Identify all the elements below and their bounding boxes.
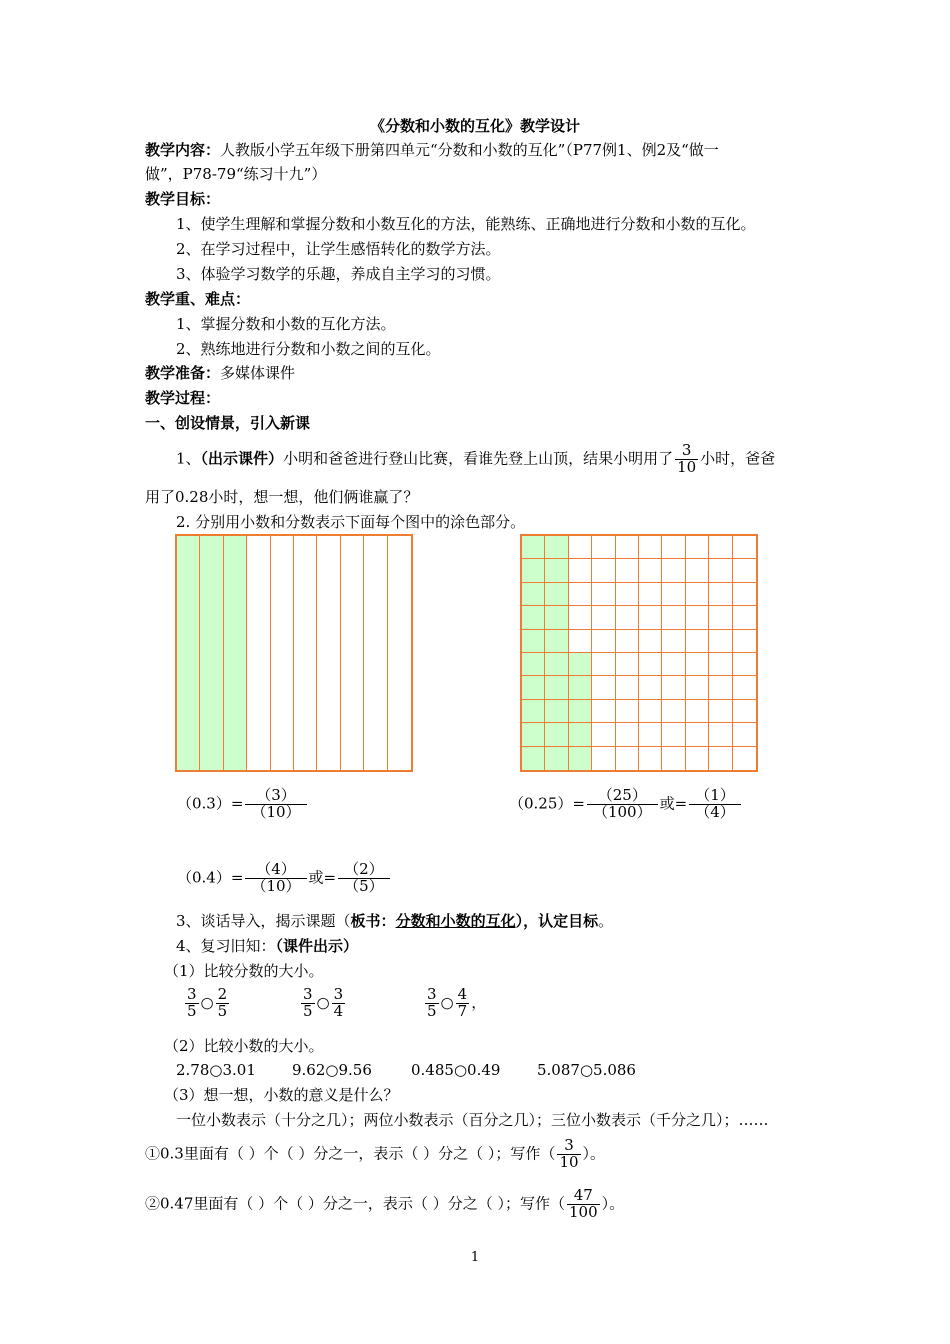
- content-label: 教学内容：: [145, 141, 221, 159]
- shaded-cell: [545, 536, 568, 559]
- compare-symbol: ○: [316, 993, 330, 1012]
- grid-cell: [662, 536, 685, 559]
- content-text-1: 人教版小学五年级下册第四单元“分数和小数的互化”（P77例1、例2及“做一: [220, 141, 719, 159]
- decimal-compare: 2.78○3.01: [176, 1061, 256, 1079]
- grid-cell: [686, 536, 709, 559]
- p4-b: （课件出示）: [275, 937, 359, 955]
- fraction-compare: [423, 987, 486, 1020]
- fraction-numerator: 3: [187, 985, 197, 1003]
- grid-cell: [686, 653, 709, 676]
- grid-cell: [569, 536, 592, 559]
- fraction-numerator: 4: [457, 985, 468, 1003]
- strip: [271, 536, 294, 770]
- fraction-numerator: （1）: [695, 786, 735, 804]
- grid-cell: [709, 536, 732, 559]
- strip: [317, 536, 340, 770]
- shaded-cell: [522, 630, 545, 653]
- shaded-cell: [522, 653, 545, 676]
- strip: [341, 536, 364, 770]
- shaded-cell: [522, 747, 545, 770]
- grid-cell: [639, 653, 662, 676]
- exercise-fraction: [567, 1188, 600, 1221]
- fraction: [332, 987, 346, 1020]
- shaded-cell: [569, 700, 592, 723]
- shaded-cell: [545, 653, 568, 676]
- shaded-cell: [522, 559, 545, 582]
- grid-cell: [733, 747, 756, 770]
- shaded-strip: [200, 536, 223, 770]
- shaded-cell: [522, 536, 545, 559]
- grid-cell: [709, 559, 732, 582]
- p4-a: 4、复习旧知：: [176, 937, 276, 955]
- exercise-tail: ）。: [601, 1194, 625, 1213]
- grid-cell: [686, 559, 709, 582]
- p1-text-a: 小明和爸爸进行登山比赛，看谁先登上山顶，结果小明用了: [283, 449, 674, 468]
- compare-symbol: ○: [200, 993, 214, 1012]
- grid-cell: [639, 630, 662, 653]
- equation-fraction: [338, 862, 390, 895]
- fraction-numerator: 3: [333, 985, 344, 1003]
- fraction-denominator: （5）: [338, 878, 390, 895]
- equation-lhs: （0.25）=: [509, 794, 585, 813]
- grid-cell: [686, 747, 709, 770]
- grid-cell: [616, 676, 639, 699]
- goal-item: 1、使学生理解和掌握分数和小数互化的方法，能熟练、正确地进行分数和小数的互化。: [176, 215, 756, 233]
- shaded-cell: [522, 723, 545, 746]
- shaded-cell: [545, 723, 568, 746]
- goal-item: 2、在学习过程中，让学生感悟转化的数学方法。: [176, 240, 501, 258]
- fraction: [456, 987, 470, 1020]
- fraction: [185, 987, 199, 1020]
- equation-3: [177, 862, 392, 895]
- decimal-compare: 9.62○9.56: [292, 1061, 372, 1079]
- p1-num: 1、: [176, 449, 201, 468]
- process-label: 教学过程：: [145, 389, 221, 407]
- grid-cell: [592, 747, 615, 770]
- p3-line: [176, 912, 613, 930]
- shaded-cell: [545, 747, 568, 770]
- grid-cell: [662, 559, 685, 582]
- fraction: [301, 987, 315, 1020]
- fraction-numerator: （3）: [256, 786, 296, 804]
- shaded-cell: [545, 583, 568, 606]
- equation-fraction: [689, 788, 741, 821]
- fraction-denominator: 7: [457, 1001, 468, 1020]
- decimal-compare: 5.087○5.086: [537, 1061, 636, 1079]
- grid-cell: [686, 606, 709, 629]
- decimal-compare: 0.485○0.49: [411, 1061, 501, 1079]
- strip: [364, 536, 387, 770]
- p1-bold: （出示课件）: [200, 449, 284, 468]
- fraction-numerator: 3: [564, 1136, 574, 1154]
- grid-cell: [569, 559, 592, 582]
- grid-cell: [639, 747, 662, 770]
- fraction-denominator: 100: [568, 1202, 598, 1221]
- grid-cell: [662, 676, 685, 699]
- grid-cell: [733, 536, 756, 559]
- shaded-cell: [522, 606, 545, 629]
- exercise-tail: ）。: [582, 1144, 606, 1163]
- strip: [388, 536, 411, 770]
- equation-lhs: （0.4）=: [177, 868, 244, 887]
- grid-cell: [569, 583, 592, 606]
- grid-cell: [709, 606, 732, 629]
- fraction-denominator: 10: [677, 457, 697, 476]
- shaded-cell: [522, 676, 545, 699]
- compare-tail: ，: [471, 993, 487, 1012]
- grid-cell: [592, 676, 615, 699]
- grid-cell: [686, 676, 709, 699]
- fraction-numerator: （2）: [344, 860, 384, 878]
- prep-label: 教学准备：: [145, 364, 221, 382]
- grid-cell: [709, 700, 732, 723]
- fraction: [425, 987, 439, 1020]
- exercise-2: [145, 1188, 624, 1221]
- fraction-denominator: 5: [217, 1001, 228, 1020]
- grid-cell: [616, 536, 639, 559]
- meaning-text: 一位小数表示（十分之几）；两位小数表示（百分之几）；三位小数表示（千分之几）；……: [176, 1111, 769, 1129]
- strip: [247, 536, 270, 770]
- prep-line: [145, 364, 295, 382]
- grid-cell: [662, 653, 685, 676]
- grid-cell: [733, 676, 756, 699]
- fraction-denominator: （4）: [689, 804, 741, 821]
- grid-cell: [662, 747, 685, 770]
- grid-cell: [686, 700, 709, 723]
- grid-cell: [616, 700, 639, 723]
- shaded-cell: [569, 747, 592, 770]
- grid-cell: [662, 723, 685, 746]
- equation-or: 或=: [308, 868, 337, 887]
- strip-figure: [175, 534, 413, 772]
- grid-cell: [662, 700, 685, 723]
- grid-cell: [639, 723, 662, 746]
- grid-cell: [662, 630, 685, 653]
- fraction-denominator: 10: [559, 1152, 579, 1171]
- grid-cell: [733, 653, 756, 676]
- equation-fraction: [245, 862, 306, 895]
- grid-cell: [592, 653, 615, 676]
- grid-cell: [569, 606, 592, 629]
- grid-cell: [592, 583, 615, 606]
- grid-cell: [733, 630, 756, 653]
- fraction-denominator: 5: [187, 1001, 197, 1020]
- fraction-numerator: 2: [217, 985, 228, 1003]
- grid-cell: [686, 723, 709, 746]
- shaded-strip: [177, 536, 200, 770]
- exercise-text: ②0.47里面有（ ）个（ ）分之一，表示（ ）分之（ ）；写作（: [145, 1194, 565, 1213]
- grid-cell: [639, 606, 662, 629]
- shaded-cell: [545, 630, 568, 653]
- grid-cell: [662, 583, 685, 606]
- fraction: [216, 987, 230, 1020]
- grid-cell: [709, 630, 732, 653]
- p1-line2: 用了0.28小时，想一想，他们俩谁赢了？: [145, 488, 419, 506]
- grid-cell: [709, 723, 732, 746]
- grid-cell: [709, 583, 732, 606]
- p3-e: 。: [598, 912, 614, 930]
- fraction-denominator: （10）: [245, 804, 306, 821]
- fraction-denominator: 5: [427, 1001, 437, 1020]
- hundred-grid-figure: [520, 534, 758, 772]
- equation-or: 或=: [659, 794, 688, 813]
- fraction-compare: [299, 987, 347, 1020]
- grid-cell: [733, 723, 756, 746]
- keypoint-item: 2、熟练地进行分数和小数之间的互化。: [176, 340, 441, 358]
- fraction-denominator: （10）: [245, 878, 306, 895]
- shaded-cell: [569, 676, 592, 699]
- grid-cell: [616, 723, 639, 746]
- equation-2: [509, 788, 743, 821]
- equation-1: [177, 788, 309, 821]
- grid-cell: [592, 536, 615, 559]
- shaded-cell: [522, 583, 545, 606]
- grid-cell: [592, 559, 615, 582]
- grid-cell: [639, 676, 662, 699]
- document-title: 《分数和小数的互化》教学设计: [369, 117, 580, 135]
- exercise-text: ①0.3里面有（ ）个（ ）分之一，表示（ ）分之（ ）；写作（: [145, 1144, 556, 1163]
- grid-cell: [709, 676, 732, 699]
- grid-cell: [733, 700, 756, 723]
- grid-cell: [733, 606, 756, 629]
- shaded-cell: [569, 723, 592, 746]
- grid-cell: [639, 536, 662, 559]
- content-line1: [145, 141, 719, 159]
- fraction-denominator: 5: [303, 1001, 313, 1020]
- p1-fraction: [675, 443, 698, 476]
- section1-heading: 一、创设情景，引入新课: [145, 414, 311, 432]
- grid-cell: [616, 559, 639, 582]
- prep-text: 多媒体课件: [220, 364, 296, 382]
- grid-cell: [592, 723, 615, 746]
- p3-board-title: 分数和小数的互化: [395, 912, 516, 930]
- grid-cell: [639, 559, 662, 582]
- shaded-strip: [224, 536, 247, 770]
- grid-cell: [639, 583, 662, 606]
- p1-text-b: 小时，爸爸: [700, 449, 776, 468]
- grid-cell: [616, 747, 639, 770]
- p2-text: 2. 分别用小数和分数表示下面每个图中的涂色部分。: [176, 513, 526, 531]
- grid-cell: [616, 630, 639, 653]
- grid-cell: [592, 606, 615, 629]
- equation-fraction: [587, 788, 658, 821]
- grid-cell: [733, 583, 756, 606]
- compare-symbol: ○: [440, 993, 454, 1012]
- grid-cell: [733, 559, 756, 582]
- shaded-cell: [569, 653, 592, 676]
- keypoint-item: 1、掌握分数和小数的互化方法。: [176, 315, 396, 333]
- q3-text: （3）想一想，小数的意义是什么？: [164, 1086, 399, 1104]
- q2-text: （2）比较小数的大小。: [164, 1037, 324, 1055]
- fraction-numerator: 47: [573, 1186, 593, 1204]
- grid-cell: [709, 747, 732, 770]
- fraction-denominator: 4: [333, 1001, 344, 1020]
- grid-cell: [592, 700, 615, 723]
- p3-b: 板书：: [350, 912, 396, 930]
- shaded-cell: [522, 700, 545, 723]
- fraction-numerator: （25）: [597, 786, 647, 804]
- grid-cell: [592, 630, 615, 653]
- exercise-fraction: [557, 1138, 580, 1171]
- fraction-numerator: 3: [427, 985, 437, 1003]
- grid-cell: [616, 653, 639, 676]
- q1-text: （1）比较分数的大小。: [164, 962, 324, 980]
- p3-a: 3、谈话导入，揭示课题（: [176, 912, 351, 930]
- fraction-compare: [183, 987, 231, 1020]
- grid-cell: [569, 630, 592, 653]
- grid-cell: [686, 583, 709, 606]
- fraction-numerator: （4）: [256, 860, 296, 878]
- strip: [294, 536, 317, 770]
- fraction-numerator: 3: [303, 985, 313, 1003]
- grid-cell: [686, 630, 709, 653]
- shaded-cell: [545, 559, 568, 582]
- keypoints-label: 教学重、难点：: [145, 290, 251, 308]
- shaded-cell: [545, 700, 568, 723]
- p3-d: ），认定目标: [515, 912, 599, 930]
- grid-cell: [662, 606, 685, 629]
- grid-cell: [616, 606, 639, 629]
- grid-cell: [616, 583, 639, 606]
- grid-cell: [639, 700, 662, 723]
- p1-line1: [176, 443, 775, 476]
- equation-fraction: [245, 788, 306, 821]
- grid-cell: [709, 653, 732, 676]
- p4-line: [176, 937, 358, 955]
- page-number: 1: [470, 1250, 480, 1265]
- exercise-1: [145, 1138, 605, 1171]
- goal-item: 3、体验学习数学的乐趣，养成自主学习的习惯。: [176, 265, 501, 283]
- fraction-numerator: 3: [681, 441, 692, 459]
- fraction-denominator: （100）: [587, 804, 658, 821]
- equation-lhs: （0.3）=: [177, 794, 244, 813]
- goals-label: 教学目标：: [145, 190, 221, 208]
- content-line2: 做”，P78-79“练习十九”）: [145, 165, 327, 183]
- shaded-cell: [545, 676, 568, 699]
- shaded-cell: [545, 606, 568, 629]
